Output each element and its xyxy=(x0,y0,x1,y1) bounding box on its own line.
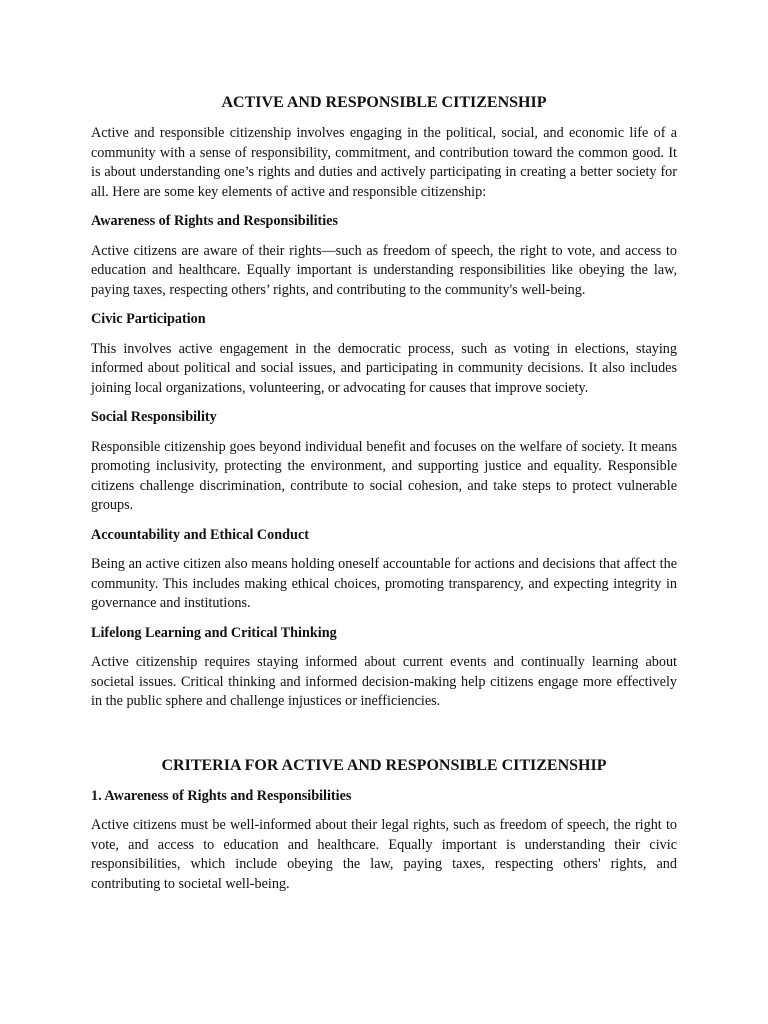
criteria-section-rights-awareness xyxy=(91,787,677,895)
section-accountability xyxy=(91,526,677,614)
page-title: ACTIVE AND RESPONSIBLE CITIZENSHIP xyxy=(221,94,547,111)
section-paragraph: This involves active engagement in the democratic process, such as voting in elections, staying informed about political and social issues, and participating in community decisions. It also includes joining local organizations, volunteering, or advocating for causes that improve society. xyxy=(91,340,677,396)
intro-paragraph: Active and responsible citizenship involves engaging in the political, social, and economic life of a community with a sense of responsibility, commitment, and contribution toward the common good. It is about understanding one’s rights and duties and actively participating in creating a better society for all. Here are some key elements of active and responsible citizenship: xyxy=(91,125,677,200)
section-civic-participation xyxy=(91,310,677,398)
section-paragraph: Responsible citizenship goes beyond individual benefit and focuses on the welfare of society. It means promoting inclusivity, protecting the environment, and supporting justice and equality. Responsible citizens challenge discrimination, contribute to social cohesion, and take steps to protect vulnerable groups. xyxy=(91,438,677,513)
section-social-responsibility xyxy=(91,408,677,516)
section-heading: Awareness of Rights and Responsibilities xyxy=(91,213,338,229)
section-heading: Lifelong Learning and Critical Thinking xyxy=(91,624,337,641)
section-paragraph: Active citizenship requires staying informed about current events and continually learning about societal issues. Critical thinking and informed decision-making help citizens engage more effectively in the public sphere and challenge injustices or inefficiencies. xyxy=(91,654,677,709)
criteria-title: CRITERIA FOR ACTIVE AND RESPONSIBLE CITIZENSHIP xyxy=(161,756,607,774)
section-heading: Social Responsibility xyxy=(91,409,217,425)
section-heading: Accountability and Ethical Conduct xyxy=(91,526,309,543)
criteria-paragraph: Active citizens must be well-informed about their legal rights, such as freedom of speech, the right to vote, and access to education and healthcare. Equally important is understanding their civic responsibilities, which include obeying the law, paying taxes, respecting others' rights, and contributing to societal well-being. xyxy=(91,817,677,892)
section-paragraph: Active citizens are aware of their rights—such as freedom of speech, the right to vote, and access to education and healthcare. Equally important is understanding responsibilities like obeying the law, paying taxes, respecting others’ rights, and contributing to the community's well-being. xyxy=(91,242,677,298)
criteria-heading: 1. Awareness of Rights and Responsibilities xyxy=(91,787,352,804)
section-lifelong-learning xyxy=(91,624,677,712)
section-paragraph: Being an active citizen also means holding oneself accountable for actions and decisions that affect the community. This includes making ethical choices, promoting transparency, and expecting integrity in governance and institutions. xyxy=(91,556,677,611)
section-rights-awareness xyxy=(91,212,677,300)
section-heading: Civic Participation xyxy=(91,311,206,327)
